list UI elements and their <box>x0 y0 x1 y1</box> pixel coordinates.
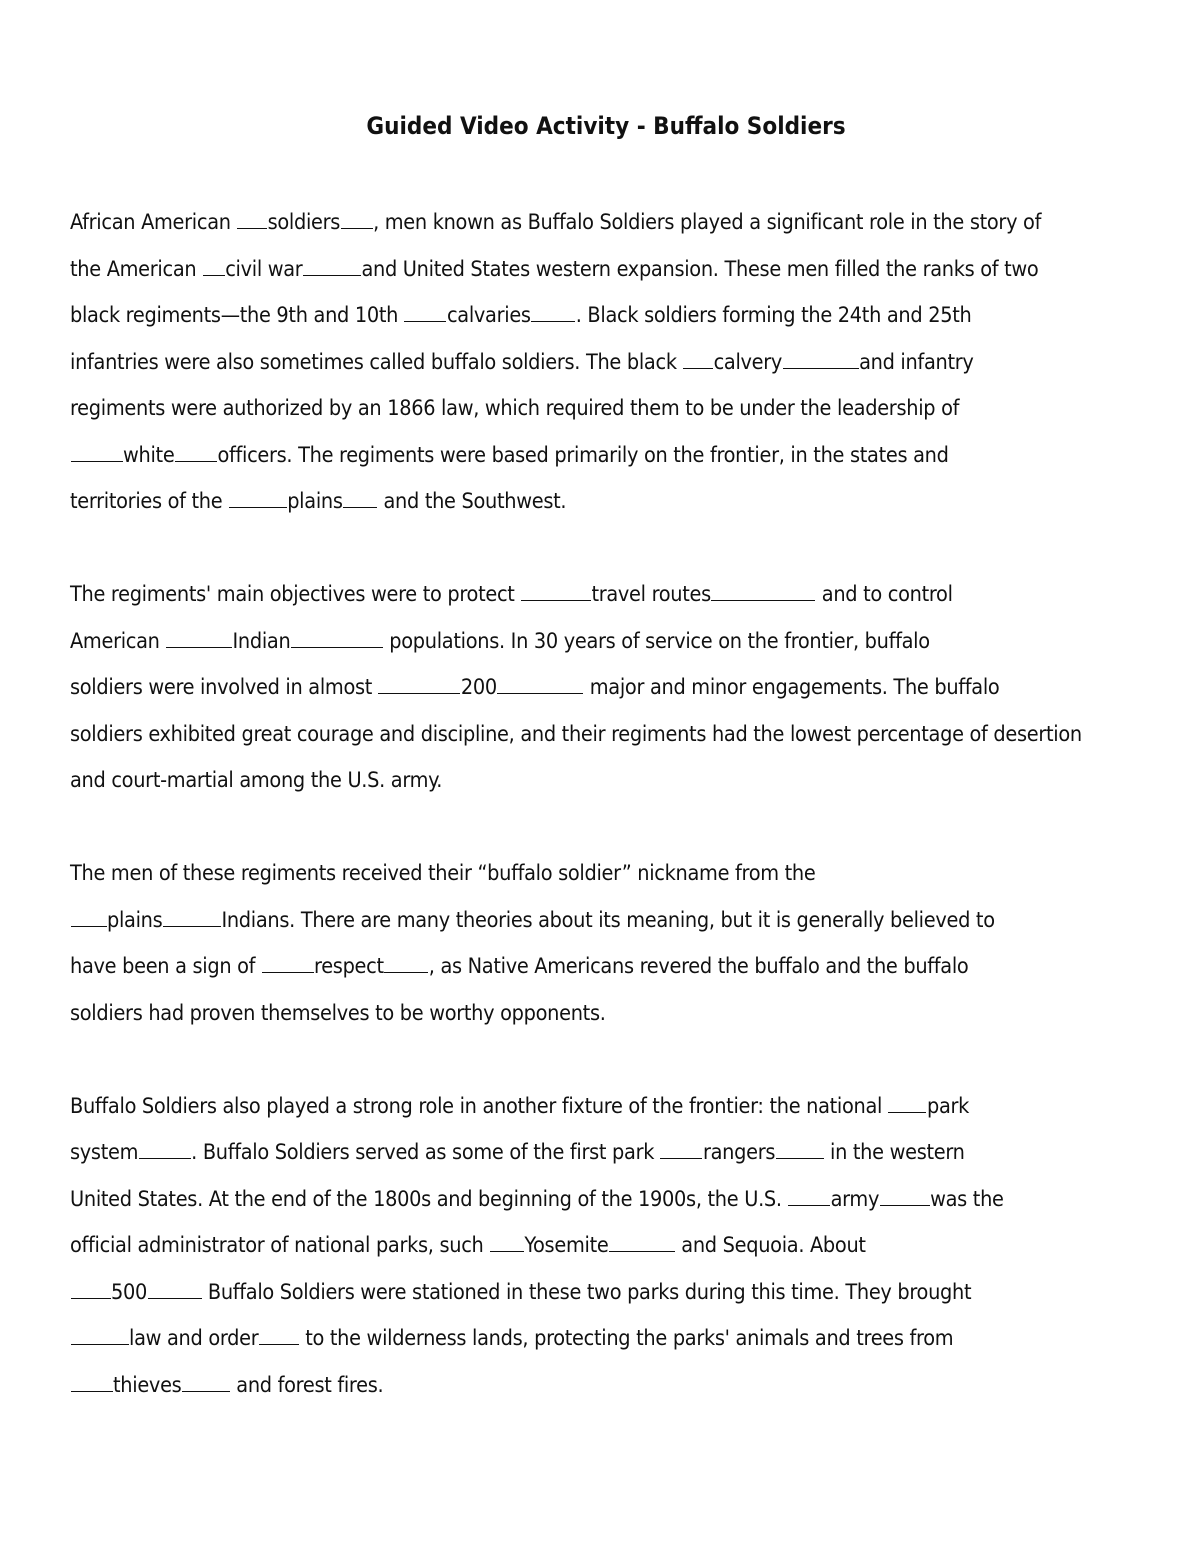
answer-text: calvaries <box>446 303 531 328</box>
fill-in-blank-line <box>175 460 217 462</box>
body-text: regiments were authorized by an 1866 law, which required them to be under the leadership of <box>70 396 960 421</box>
body-text: system <box>70 1140 139 1165</box>
fill-in-blank-line <box>139 1157 191 1159</box>
fill-in-blank-line <box>341 227 373 229</box>
body-text: Buffalo Soldiers also played a strong role in another fixture of the frontier: the national <box>70 1093 888 1119</box>
fill-in-blank-line <box>384 971 428 973</box>
text-line <box>70 619 1145 666</box>
answer-text: respect <box>314 954 384 979</box>
body-text: and to control <box>815 582 953 607</box>
text-line <box>70 293 1145 340</box>
fill-in-blank-line <box>71 1297 111 1299</box>
worksheet-body <box>70 200 1145 1456</box>
body-text: infantries were also sometimes called buffalo soldiers. The black <box>70 349 683 375</box>
answer-text: Yosemite <box>524 1233 609 1258</box>
text-line <box>70 1084 1145 1131</box>
fill-in-blank-line <box>229 506 287 508</box>
answer-text: plains <box>107 907 163 933</box>
body-text: soldiers had proven themselves to be worthy opponents. <box>70 1000 606 1026</box>
text-line <box>70 386 1145 433</box>
text-line <box>70 712 1145 759</box>
body-text: and the Southwest. <box>377 489 567 514</box>
answer-text: 200 <box>460 675 497 700</box>
text-line <box>70 944 1145 991</box>
body-text: major and minor engagements. The buffalo <box>583 675 1000 700</box>
body-text: African American <box>70 210 237 235</box>
fill-in-blank-line <box>71 925 107 927</box>
paragraph-4 <box>70 1084 1145 1410</box>
fill-in-blank-line <box>203 274 225 276</box>
text-line <box>70 340 1145 387</box>
body-text: official administrator of national parks, such <box>70 1233 490 1258</box>
body-text: , men known as Buffalo Soldiers played a significant role in the story of <box>373 210 1042 235</box>
page-title: Guided Video Activity - Buffalo Soldiers <box>366 112 846 140</box>
text-line <box>70 1316 1145 1363</box>
text-line <box>70 758 1145 805</box>
answer-text: calvery <box>713 349 783 375</box>
answer-text: civil war <box>225 256 303 282</box>
text-line <box>70 1223 1145 1270</box>
body-text: The regiments' main objectives were to protect <box>70 582 521 607</box>
body-text: black regiments—the 9th and 10th <box>70 303 404 328</box>
text-line <box>70 665 1145 712</box>
fill-in-blank-line <box>497 692 583 694</box>
body-text: soldiers exhibited great courage and discipline, and their regiments had the lowest percentage of desertion <box>70 721 1082 747</box>
text-line <box>70 200 1145 247</box>
paragraph-3 <box>70 851 1145 1037</box>
answer-text: soldiers <box>267 210 341 235</box>
fill-in-blank-line <box>609 1250 675 1252</box>
answer-text: 500 <box>111 1279 148 1305</box>
body-text: American <box>70 628 166 654</box>
text-line <box>70 479 1145 526</box>
fill-in-blank-line <box>71 460 123 462</box>
fill-in-blank-line <box>163 925 221 927</box>
text-line <box>70 898 1145 945</box>
fill-in-blank-line <box>182 1390 230 1392</box>
body-text: and court-martial among the U.S. army. <box>70 768 443 793</box>
body-text: , as Native Americans revered the buffalo and the buffalo <box>428 954 969 979</box>
answer-text: army <box>830 1186 880 1212</box>
fill-in-blank-line <box>343 506 377 508</box>
fill-in-blank-line <box>683 367 713 369</box>
answer-text: travel routes <box>591 582 711 607</box>
body-text: . Black soldiers forming the 24th and 25th <box>575 303 972 328</box>
text-line <box>70 851 1145 898</box>
fill-in-blank-line <box>259 1343 299 1345</box>
body-text: The men of these regiments received their “buffalo soldier” nickname from the <box>70 861 816 886</box>
body-text: Indians. There are many theories about its meaning, but it is generally believed to <box>221 907 995 933</box>
answer-text: law and order <box>129 1326 259 1351</box>
body-text: and United States western expansion. These men filled the ranks of two <box>361 256 1039 282</box>
body-text: have been a sign of <box>70 954 262 979</box>
body-text: the American <box>70 256 203 282</box>
body-text: and forest fires. <box>230 1372 384 1398</box>
fill-in-blank-line <box>378 692 460 694</box>
fill-in-blank-line <box>880 1204 930 1206</box>
body-text: and Sequoia. About <box>675 1233 866 1258</box>
text-line <box>70 572 1145 619</box>
text-line <box>70 1130 1145 1177</box>
text-line <box>70 433 1145 480</box>
fill-in-blank-line <box>71 1343 129 1345</box>
answer-text: thieves <box>113 1372 182 1398</box>
fill-in-blank-line <box>660 1157 702 1159</box>
fill-in-blank-line <box>711 599 815 601</box>
paragraph-2 <box>70 572 1145 805</box>
fill-in-blank-line <box>166 646 232 648</box>
fill-in-blank-line <box>148 1297 202 1299</box>
fill-in-blank-line <box>291 646 383 648</box>
text-line <box>70 1363 1145 1410</box>
body-text: . Buffalo Soldiers served as some of the first park <box>191 1140 660 1165</box>
body-text: territories of the <box>70 489 229 514</box>
paragraph-1 <box>70 200 1145 526</box>
fill-in-blank-line <box>521 599 591 601</box>
fill-in-blank-line <box>237 227 267 229</box>
body-text: to the wilderness lands, protecting the parks' animals and trees from <box>299 1326 954 1351</box>
fill-in-blank-line <box>888 1111 926 1113</box>
fill-in-blank-line <box>788 1204 830 1206</box>
fill-in-blank-line <box>531 320 575 322</box>
text-line <box>70 247 1145 294</box>
fill-in-blank-line <box>776 1157 824 1159</box>
body-text: Buffalo Soldiers were stationed in these two parks during this time. They brought <box>202 1279 972 1305</box>
answer-text: park <box>926 1093 970 1119</box>
fill-in-blank-line <box>404 320 446 322</box>
answer-text: Indian <box>232 628 291 654</box>
fill-in-blank-line <box>262 971 314 973</box>
text-line <box>70 1270 1145 1317</box>
body-text: and infantry <box>859 349 974 375</box>
fill-in-blank-line <box>303 274 361 276</box>
answer-text: rangers <box>702 1140 776 1165</box>
text-line <box>70 991 1145 1038</box>
fill-in-blank-line <box>783 367 859 369</box>
body-text: officers. The regiments were based primarily on the frontier, in the states and <box>217 442 949 468</box>
text-line <box>70 1177 1145 1224</box>
answer-text: plains <box>287 489 343 514</box>
body-text: was the <box>930 1186 1004 1212</box>
answer-text: white <box>123 442 175 468</box>
fill-in-blank-line <box>71 1390 113 1392</box>
fill-in-blank-line <box>490 1250 524 1252</box>
body-text: populations. In 30 years of service on the frontier, buffalo <box>383 628 930 654</box>
body-text: United States. At the end of the 1800s and beginning of the 1900s, the U.S. <box>70 1186 788 1212</box>
body-text: soldiers were involved in almost <box>70 675 378 700</box>
body-text: in the western <box>824 1140 965 1165</box>
